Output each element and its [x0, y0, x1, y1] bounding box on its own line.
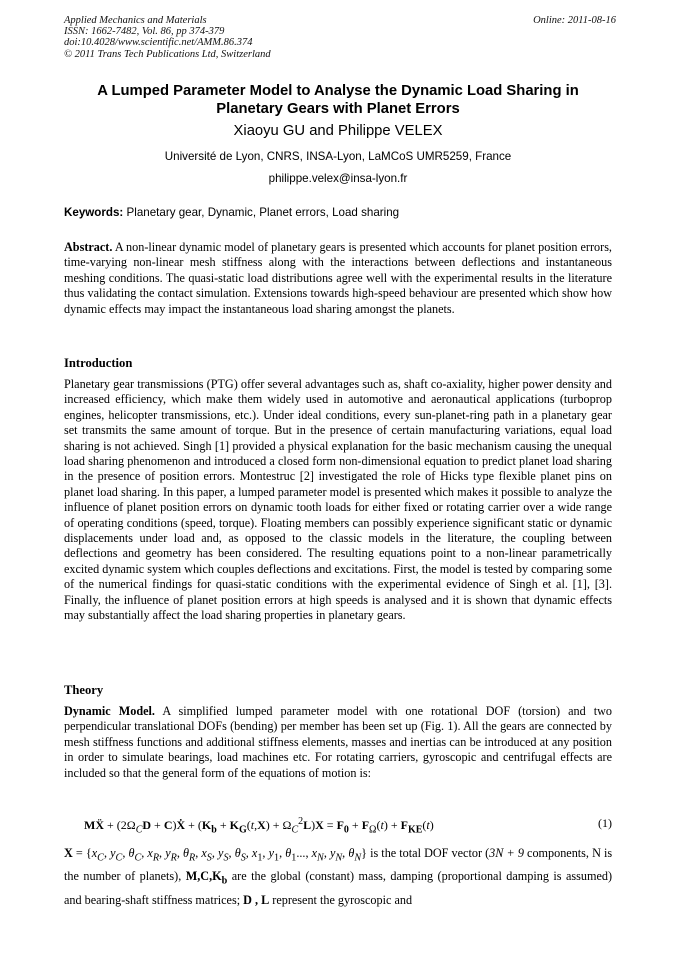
keywords-text: Planetary gear, Dynamic, Planet errors, Load sharing [126, 206, 400, 219]
theory-heading: Theory [64, 683, 104, 697]
author-email: philippe.velex@insa-lyon.fr [268, 172, 408, 185]
journal-name: Applied Mechanics and Materials [64, 15, 207, 26]
affiliation: Université de Lyon, CNRS, INSA-Lyon, LaMCoS UMR5259, France [164, 150, 512, 163]
dof-vector-paragraph [64, 844, 612, 909]
online-date: Online: 2011-08-16 [533, 15, 616, 26]
component-text: components, N is the number of planets), [64, 846, 613, 884]
equation-number: (1) [598, 816, 612, 830]
theory-text: A simplified lumped parameter model with one rotational DOF (torsion) and two perpendicular translational DOFs (bending) per member has been set up (Fig. 1). All the gears are connected by mesh stiffness functions and additional stiffness elements, masses and inertias can be introduced at any position in order to simulate bearings, load machines etc. For rotating carriers, gyroscopic and centrifugal effects are included so that the general form of the equations of motion is: [64, 704, 613, 780]
matrix-symbols: M,C,K [185, 869, 222, 884]
abstract-text: A non-linear dynamic model of planetary gears is presented which accounts for planet position errors, time-varying non-linear mesh stiffness along with the interactions between deflections and instantaneous meshing conditions. The quasi-static load distributions agree well with the experimental results in the literature thus validating the contact simulation. Extensions towards high-speed behaviour are presented which show how dynamic effects may impact the instantaneous load sharing amongst the planets. [64, 240, 612, 316]
introduction-heading: Introduction [64, 356, 133, 370]
doi-line: doi:10.4028/www.scientific.net/AMM.86.374 [64, 37, 253, 49]
component-count: 3N + 9 [489, 846, 524, 860]
dl-symbols: D , L [243, 892, 270, 907]
journal-metadata [64, 15, 271, 60]
abstract-label: Abstract. [64, 240, 113, 254]
theory-paragraph [64, 704, 612, 781]
dof-vector-text: is the total DOF vector ( [370, 846, 490, 860]
keywords [64, 206, 612, 219]
tail-text: represent the gyroscopic and [272, 892, 413, 907]
paper-title: A Lumped Parameter Model to Analyse the Dynamic Load Sharing in Planetary Gears with Planet Errors [97, 83, 579, 117]
dof-vector-expression: $X = \{x_C$, $y_C$, $\theta_C$, $x_R$, $y_R$, $\theta_R$, $x_S$, $y_S$, $\theta_S$, $x_1$, $y_1$, $\theta_1$..., $x_N$, $y_N$, $\theta_N$} [64, 846, 367, 864]
copyright-line: © 2011 Trans Tech Publications Ltd, Switzerland [64, 48, 271, 60]
matrix-text: are the global (constant) mass, damping (proportional damping is assumed) and bearing-shaft stiffness matrices; [64, 869, 613, 907]
paper-authors: Xiaoyu GU and Philippe VELEX [233, 123, 443, 139]
dynamic-model-label: Dynamic Model. [64, 704, 155, 718]
equation-1 [64, 816, 612, 836]
introduction-text: Planetary gear transmissions (PTG) offer several advantages such as, shaft co-axiality, higher power density and increased efficiency, which make them widely used in automotive and aeronautical applications (turboprop engines, helicopter transmissions, etc.). Under ideal conditions, every sun-planet-ring path in a planetary gear set transmits the same amount of torque. But in the presence of certain manufacturing variations, equal load sharing is not achieved. Singh [1] provided a physical explanation for the basic mechanism causing the unequal load sharing phenomenon and introduced a closed form non-dimensional equation to predict planet load sharing in the presence of position errors. Montestruc [2] investigated the role of Hicks type flexible planet pins on planet load sharing. In this paper, a lumped parameter model is presented which makes it possible to analyze the influence of planet position errors on dynamic tooth loads for either fixed or rotating carrier over a wide range of operating conditions (speed, torque). Floating members can possibly experience significant static or dynamic displacements under load and, as opposed to the classic models in the literature, the coupling between deflections and geometry has been considered. The resulting equations point to a non-linear parametrically excited dynamic system which couples deflections and excitations. First, the model is tested by comparing some of the numerical findings for quasi-static conditions with the experimental evidence of Singh et al. [1], [3]. Finally, the influence of planet position errors at high speeds is analysed and it is shown that dynamic effects may substantially affect the load sharing properties in planetary gears. [64, 377, 612, 623]
abstract [64, 240, 612, 317]
issn-line: ISSN: 1662-7482, Vol. 86, pp 374-379 [64, 26, 225, 38]
keywords-label: Keywords: [64, 206, 124, 219]
equation-of-motion: MẌ + ($2\Omega_CD$ + C)Ẋ + $(K_b + K_G(t,X) + \Omega_C^2L)X = F_0 + F_\Omega(t) + F_{KE}(t)$ [84, 816, 434, 836]
matrix-subscript: b [221, 875, 228, 887]
